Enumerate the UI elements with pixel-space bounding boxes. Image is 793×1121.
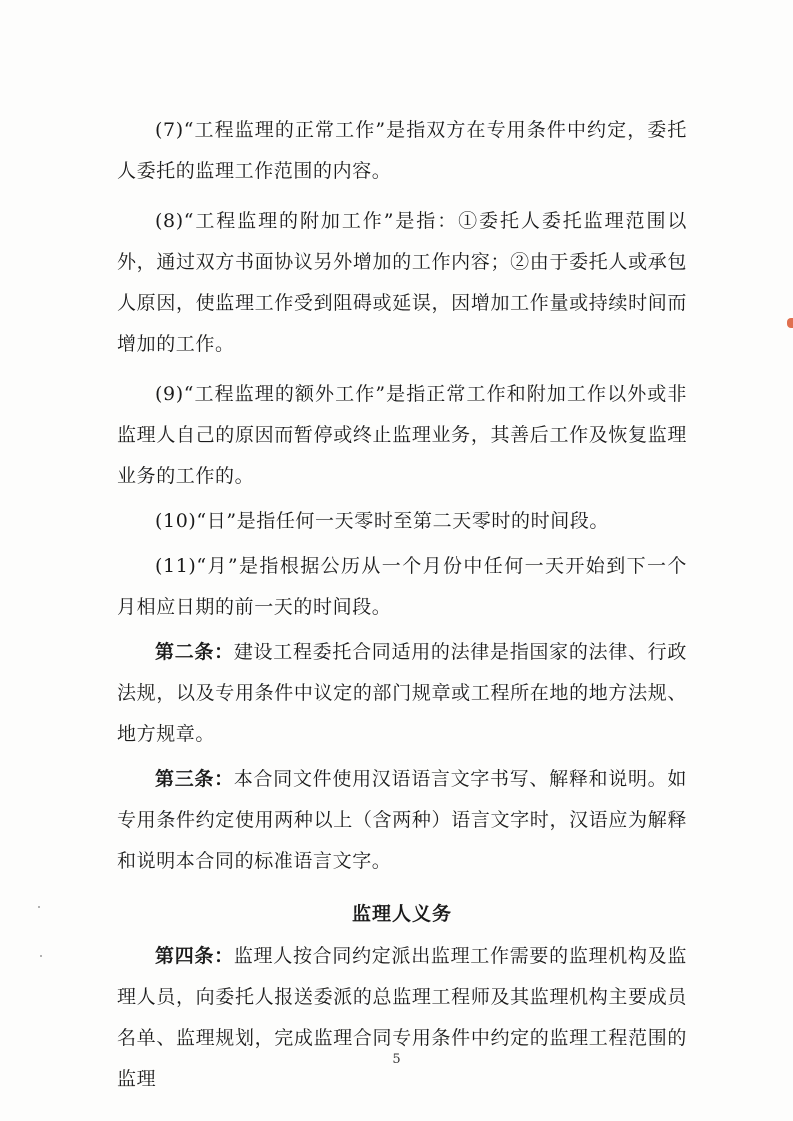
clause-text: (10)“日”是指任何一天零时至第二天零时的时间段。 [155,510,610,532]
article-text: 监理人按合同约定派出监理工作需要的监理机构及监理人员，向委托人报送委派的总监理工程师及其监理机构主要成员名单、监理规划，完成监理合同专用条件中约定的监理工程范围的监理 [117,945,687,1090]
clause-text: (8)“工程监理的附加工作”是指：①委托人委托监理范围以外，通过双方书面协议另外增加的工作内容；②由于委托人或承包人原因，使监理工作受到阻碍或延误，因增加工作量或持续时间而增加的工作。 [117,210,687,355]
article-label: 第四条： [155,945,234,967]
article-label: 第三条： [155,768,234,790]
scan-speck [40,955,42,957]
section-heading: 监理人义务 [351,903,452,925]
scan-speck [38,906,40,908]
article-2 [117,632,687,755]
article-label: 第二条： [155,641,234,663]
article-text: 本合同文件使用汉语语言文字书写、解释和说明。如专用条件约定使用两种以上（含两种）语言文字时，汉语应为解释和说明本合同的标准语言文字。 [117,768,687,872]
clause-7 [117,110,687,192]
clause-text: (7)“工程监理的正常工作”是指双方在专用条件中约定，委托人委托的监理工作范围的内容。 [117,119,687,182]
article-3 [117,759,687,882]
clause-9 [117,374,687,497]
edge-mark [787,318,793,328]
document-body [117,110,687,1100]
clause-11 [117,546,687,628]
article-text: 建设工程委托合同适用的法律是指国家的法律、行政法规，以及专用条件中议定的部门规章或工程所在地的地方法规、地方规章。 [117,641,687,745]
clause-text: (9)“工程监理的额外工作”是指正常工作和附加工作以外或非监理人自己的原因而暂停或终止监理业务，其善后工作及恢复监理业务的工作的。 [117,383,687,487]
clause-10 [117,501,687,542]
clause-8 [117,201,687,365]
article-4 [117,936,687,1100]
clause-text: (11)“月”是指根据公历从一个月份中任何一天开始到下一个月相应日期的前一天的时间段。 [117,555,687,618]
page-number: 5 [392,1052,401,1067]
